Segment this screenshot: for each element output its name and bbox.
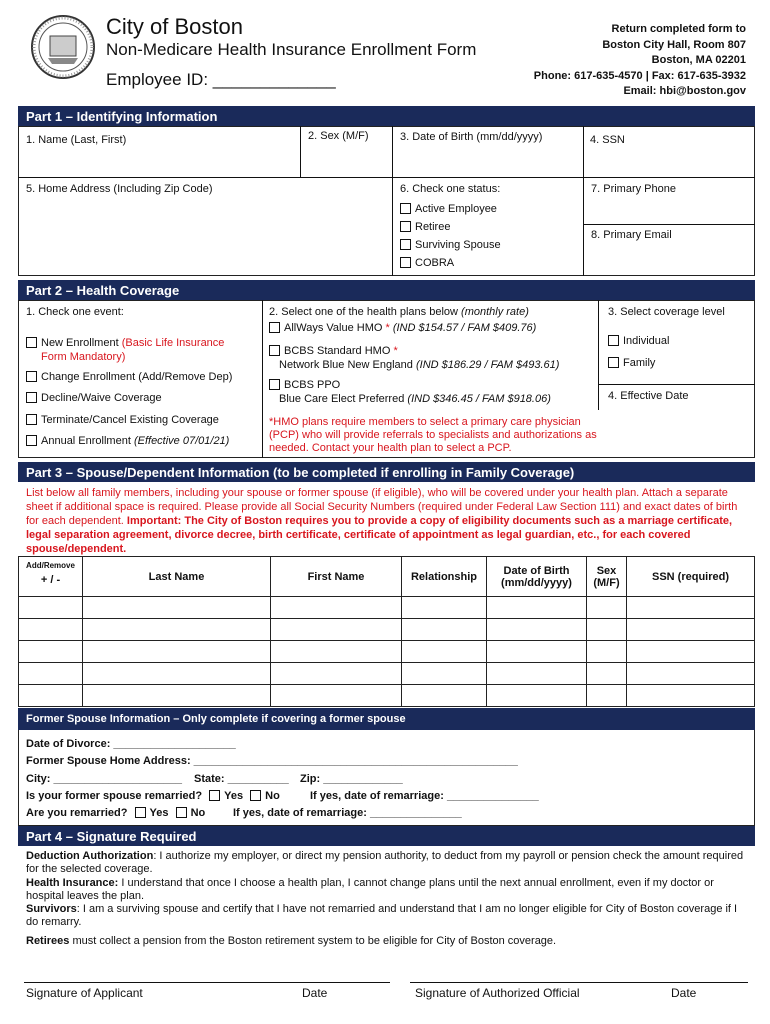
former-city-field[interactable]: City: _____________________	[26, 773, 182, 785]
ssn-field[interactable]: 4. SSN	[590, 134, 625, 146]
checkbox-icon[interactable]	[26, 392, 37, 403]
checkbox-icon[interactable]	[269, 322, 280, 333]
phone-field[interactable]: 7. Primary Phone	[591, 183, 676, 195]
plan-label: 2. Select one of the health plans below (monthly rate)	[269, 306, 529, 318]
official-signature-line[interactable]	[410, 982, 748, 983]
checkbox-icon[interactable]	[400, 203, 411, 214]
city-title: City of Boston	[106, 14, 243, 39]
table-row[interactable]	[19, 619, 755, 641]
table-row[interactable]	[19, 685, 755, 707]
checkbox-icon[interactable]	[269, 379, 280, 390]
col-dob: Date of Birth (mm/dd/yyyy)	[487, 557, 587, 597]
you-remarried-question: Are you remarried? Yes No	[26, 807, 206, 819]
checkbox-icon[interactable]	[209, 790, 220, 801]
part4-header: Part 4 – Signature Required	[18, 826, 755, 846]
table-row[interactable]	[19, 597, 755, 619]
applicant-signature-label: Signature of Applicant	[26, 986, 143, 1000]
status-active-employee[interactable]: Active Employee	[400, 200, 501, 218]
former-remarried-question: Is your former spouse remarried? Yes No	[26, 790, 280, 802]
return-line: Email: hbi@boston.gov	[623, 85, 746, 97]
coverage-label: 3. Select coverage level	[608, 306, 725, 318]
coverage-family[interactable]: Family	[608, 357, 655, 369]
status-options	[400, 200, 501, 272]
checkbox-icon[interactable]	[269, 345, 280, 356]
return-line: Return completed form to	[611, 23, 746, 35]
part1-header: Part 1 – Identifying Information	[18, 106, 755, 126]
address-field[interactable]: 5. Home Address (Including Zip Code)	[26, 183, 213, 195]
col-last-name: Last Name	[83, 557, 271, 597]
status-cobra[interactable]: COBRA	[400, 254, 501, 272]
employee-id-field[interactable]: Employee ID: _____________	[106, 70, 336, 89]
hmo-note: *HMO plans require members to select a primary care physician (PCP) who will provide referrals to specialists and authorizations as needed. Contact your health plan to select a PCP.	[269, 416, 597, 454]
plan-bcbs-ppo[interactable]: BCBS PPO Blue Care Elect Preferred (IND $346.45 / FAM $918.06)	[269, 378, 551, 406]
effective-date-field[interactable]: 4. Effective Date	[608, 390, 689, 402]
sex-field[interactable]: 2. Sex (M/F)	[308, 130, 369, 142]
applicant-signature-line[interactable]	[24, 982, 390, 983]
col-sex: Sex (M/F)	[587, 557, 627, 597]
part1-box	[18, 126, 755, 276]
return-line: Boston City Hall, Room 807	[602, 38, 746, 51]
event-label: 1. Check one event:	[26, 306, 124, 318]
email-field[interactable]: 8. Primary Email	[591, 229, 672, 241]
event-annual[interactable]: Annual Enrollment (Effective 07/01/21)	[26, 435, 229, 447]
part3-intro: List below all family members, including your spouse or former spouse (if eligible), who will be covered under your health plan. Attach a separate sheet if additional space is required. Please provide all Social Security Numbers (required under Federal Law Section 111) and exact dates of birth for each dependent. Important: The City of Boston requires you to provide a copy of eligibility documents such as a marriage certificate, legal separation agreement, divorce decree, birth certificate, certificate of appointment as legal guardian, etc., for each covered spouse/dependent.	[26, 487, 738, 555]
return-address	[534, 22, 746, 100]
status-retiree[interactable]: Retiree	[400, 218, 501, 236]
event-change-enrollment[interactable]: Change Enrollment (Add/Remove Dep)	[26, 371, 232, 383]
part2-header: Part 2 – Health Coverage	[18, 280, 755, 300]
official-date-label: Date	[671, 986, 697, 1000]
table-row[interactable]	[19, 663, 755, 685]
former-spouse-header: Former Spouse Information – Only complete if covering a former spouse	[18, 708, 755, 730]
table-row[interactable]	[19, 641, 755, 663]
plan-bcbs-hmo[interactable]: BCBS Standard HMO * Network Blue New England (IND $186.29 / FAM $493.61)	[269, 344, 559, 372]
divorce-date-field[interactable]: Date of Divorce: ____________________	[26, 738, 236, 750]
survivors-paragraph: Survivors: I am a surviving spouse and certify that I have not remarried and understand that I am no longer eligible for City of Boston coverage if I do remarry.	[26, 903, 738, 929]
checkbox-icon[interactable]	[26, 371, 37, 382]
plan-allways[interactable]: AllWays Value HMO * (IND $154.57 / FAM $409.76)	[269, 322, 536, 334]
city-seal-icon	[30, 14, 96, 80]
col-add-remove: Add/Remove + / -	[19, 557, 83, 597]
return-line: Phone: 617-635-4570 | Fax: 617-635-3932	[533, 69, 746, 82]
former-zip-field[interactable]: Zip: _____________	[300, 773, 403, 785]
checkbox-icon[interactable]	[176, 807, 187, 818]
return-line: Boston, MA 02201	[651, 54, 746, 66]
former-address-field[interactable]: Former Spouse Home Address: _____________________________________________________	[26, 755, 518, 767]
former-remarriage-date[interactable]: If yes, date of remarriage: _______________	[310, 790, 539, 802]
checkbox-icon[interactable]	[26, 435, 37, 446]
checkbox-icon[interactable]	[26, 337, 37, 348]
col-ssn: SSN (required)	[627, 557, 755, 597]
part3-header: Part 3 – Spouse/Dependent Information (to be completed if enrolling in Family Coverage)	[18, 462, 755, 482]
event-decline[interactable]: Decline/Waive Coverage	[26, 392, 162, 404]
event-terminate[interactable]: Terminate/Cancel Existing Coverage	[26, 414, 219, 426]
coverage-individual[interactable]: Individual	[608, 335, 669, 347]
health-paragraph: Health Insurance: I understand that once I choose a health plan, I cannot change plans until the next annual enrollment, even if my doctor or hospital leaves the plan.	[26, 876, 714, 902]
col-first-name: First Name	[271, 557, 402, 597]
name-field[interactable]: 1. Name (Last, First)	[26, 134, 127, 146]
checkbox-icon[interactable]	[26, 414, 37, 425]
deduction-paragraph: Deduction Authorization: I authorize my employer, or direct my pension authority, to deduct from my payroll or pension check the amount required for the selected coverage.	[26, 850, 744, 876]
checkbox-icon[interactable]	[135, 807, 146, 818]
checkbox-icon[interactable]	[400, 257, 411, 268]
dob-field[interactable]: 3. Date of Birth (mm/dd/yyyy)	[400, 131, 543, 143]
checkbox-icon[interactable]	[608, 357, 619, 368]
former-state-field[interactable]: State: __________	[194, 773, 289, 785]
status-surviving-spouse[interactable]: Surviving Spouse	[400, 236, 501, 254]
checkbox-icon[interactable]	[250, 790, 261, 801]
dependent-table	[18, 556, 755, 707]
retirees-paragraph: Retirees must collect a pension from the Boston retirement system to be eligible for City of Boston coverage.	[26, 934, 557, 947]
status-label: 6. Check one status:	[400, 183, 501, 195]
checkbox-icon[interactable]	[400, 239, 411, 250]
applicant-date-label: Date	[302, 986, 328, 1000]
part4-text	[26, 850, 751, 948]
col-relationship: Relationship	[402, 557, 487, 597]
checkbox-icon[interactable]	[400, 221, 411, 232]
event-new-enrollment[interactable]: New Enrollment (Basic Life Insurance Form Mandatory)	[26, 336, 224, 364]
form-title: Non-Medicare Health Insurance Enrollment Form	[106, 40, 477, 59]
checkbox-icon[interactable]	[608, 335, 619, 346]
official-signature-label: Signature of Authorized Official	[415, 986, 580, 1000]
you-remarriage-date[interactable]: If yes, date of remarriage: _______________	[233, 807, 462, 819]
